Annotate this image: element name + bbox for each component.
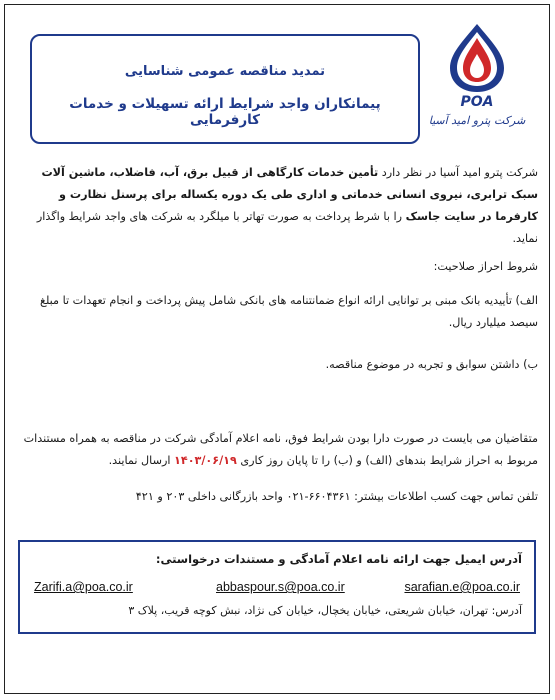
intro-text-end: را با شرط پرداخت به صورت تهاتر با میلگرد به شرکت های واجد شرایط واگذار نماید. [36,210,538,245]
email-link-abbaspour[interactable]: abbaspour.s@poa.co.ir [216,580,345,594]
title-line-1: تمدید مناقصه عمومی شناسایی [124,64,326,79]
intro-text-start: شرکت پترو امید آسیا در نظر دارد [378,166,538,179]
flame-logo-icon [432,22,522,94]
intro-paragraph [14,162,538,250]
deadline-date: ۱۴۰۳/۰۶/۱۹ [174,454,237,467]
logo-company-name: شرکت پترو امید آسیا [428,114,526,127]
contact-title: آدرس ایمیل جهت ارائه نامه اعلام آمادگی و مستندات درخواستی: [155,552,522,566]
address: آدرس: تهران، خیابان شریعتی، خیابان یخچال، خیابان کی نژاد، نبش کوچه قریب، پلاک ۳ [128,604,522,617]
applicants-paragraph [14,428,538,472]
intro-services-bold: تأمین خدمات کارگاهی از قبیل برق، آب، فاضلاب، ماشین آلات سبک ترابری، نیروی انسانی خدماتی و اداری طی یک دوره یکساله برای پرسنل نظارت و کارفرما در سایت جاسک [41,166,538,223]
title-line-2: پیمانکاران واجد شرایط ارائه تسهیلات و خدمات کارفرمایی [69,96,381,128]
applicants-text-start: متقاضیان می بایست در صورت دارا بودن شرایط فوق، نامه اعلام آمادگی شرکت در مناقصه به همراه مستندات مربوط به احراز شرایط بندهای (الف) و (ب) را تا پایان روز کاری [23,432,538,467]
email-link-zarifi[interactable]: Zarifi.a@poa.co.ir [34,580,133,594]
conditions-title: شروط احراز صلاحیت: [433,260,538,273]
announcement-title-box [30,34,420,144]
condition-b: ب) داشتن سوابق و تجربه در موضوع مناقصه. [325,358,538,371]
email-list [34,580,520,598]
contact-box [18,540,536,634]
logo-code: POA [460,94,494,110]
applicants-text-end: ارسال نمایند. [108,454,175,467]
condition-a: الف) تأییدیه بانک مبنی بر توانایی ارائه انواع ضمانتنامه های بانکی شامل پیش پرداخت و انجام تعهدات تا مبلغ سیصد میلیارد ریال. [40,294,538,329]
email-link-sarafian[interactable]: sarafian.e@poa.co.ir [404,580,520,594]
contact-phone: تلفن تماس جهت کسب اطلاعات بیشتر: ۶۶۰۴۳۶۱-۰۲۱ واحد بازرگانی داخلی ۲۰۳ و ۴۲۱ [135,490,538,503]
company-logo [428,22,526,140]
